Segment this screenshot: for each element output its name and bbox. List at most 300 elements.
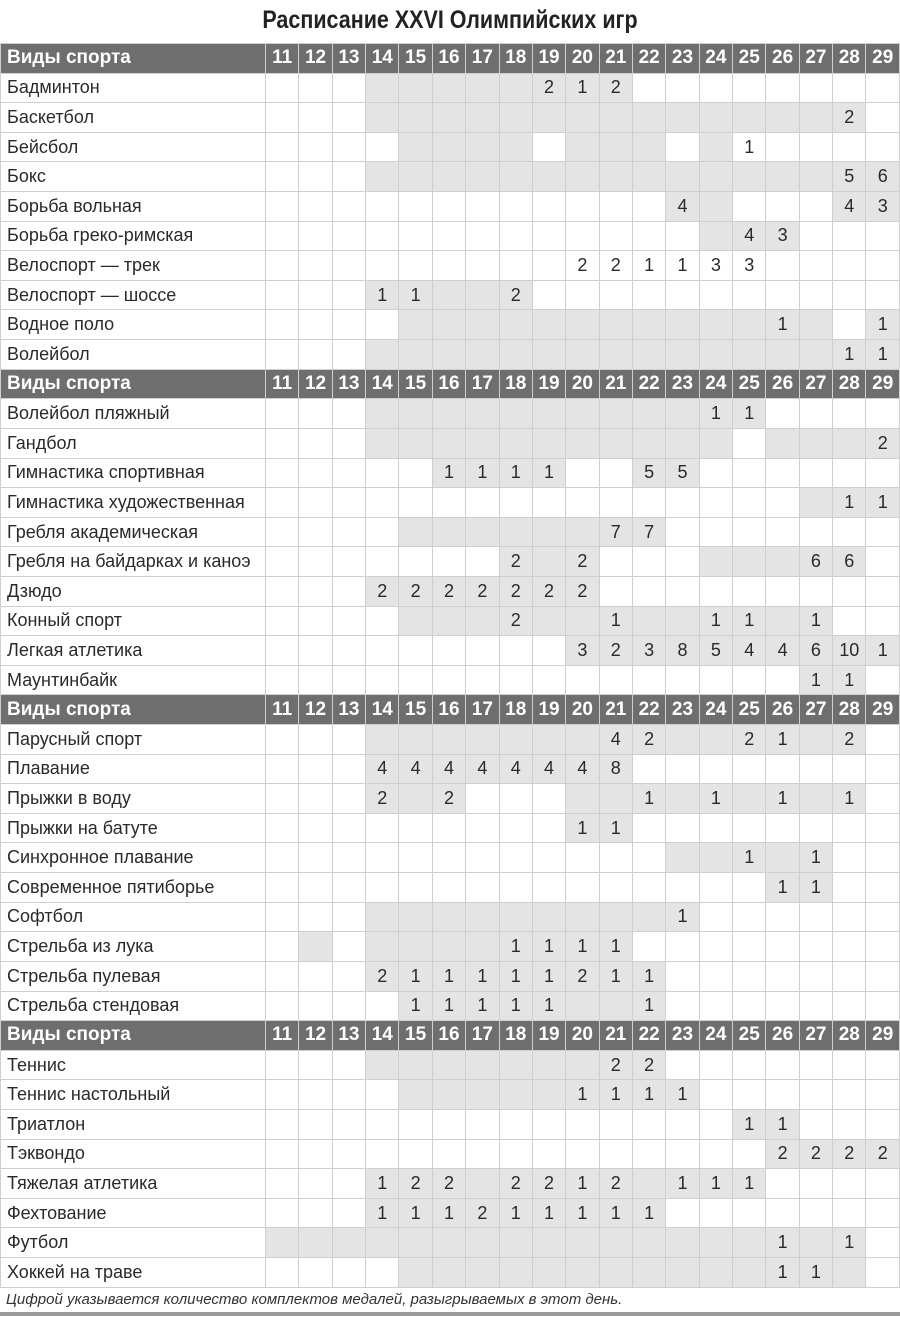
medal-count-cell <box>799 902 832 932</box>
medal-count-cell <box>733 1228 766 1258</box>
medal-count-cell <box>532 606 565 636</box>
medal-count-cell <box>599 428 632 458</box>
medal-count-cell <box>733 961 766 991</box>
medal-count-cell <box>699 1109 732 1139</box>
medal-count-cell <box>466 192 499 222</box>
medal-count-cell <box>599 340 632 370</box>
medal-count-cell <box>332 310 365 340</box>
medal-count-cell <box>366 428 399 458</box>
medal-count-cell <box>466 428 499 458</box>
medal-count-cell <box>432 1109 465 1139</box>
medal-count-cell <box>332 902 365 932</box>
medal-count-cell <box>366 221 399 251</box>
medal-count-cell: 1 <box>733 1109 766 1139</box>
medal-count-cell: 2 <box>532 73 565 103</box>
medal-count-cell: 2 <box>499 280 532 310</box>
medal-count-cell <box>699 310 732 340</box>
day-header: 27 <box>799 695 832 725</box>
medal-count-cell <box>332 1198 365 1228</box>
medal-count-cell <box>699 340 732 370</box>
medal-count-cell <box>699 280 732 310</box>
medal-count-cell <box>499 399 532 429</box>
table-row <box>1 754 900 784</box>
medal-count-cell: 1 <box>733 606 766 636</box>
medal-count-cell <box>566 725 599 755</box>
medal-count-cell: 2 <box>499 547 532 577</box>
medal-count-cell <box>699 192 732 222</box>
medal-count-cell <box>332 991 365 1021</box>
medal-count-cell <box>466 103 499 133</box>
medal-count-cell <box>833 1169 866 1199</box>
medal-count-cell: 2 <box>799 1139 832 1169</box>
medal-count-cell <box>466 221 499 251</box>
medal-count-cell <box>332 340 365 370</box>
medal-count-cell: 2 <box>599 1169 632 1199</box>
sport-name: Триатлон <box>1 1109 266 1139</box>
medal-count-cell <box>432 843 465 873</box>
table-row <box>1 1050 900 1080</box>
medal-count-cell <box>699 103 732 133</box>
medal-count-cell <box>466 340 499 370</box>
day-header: 16 <box>432 695 465 725</box>
medal-count-cell: 2 <box>833 1139 866 1169</box>
medal-count-cell: 2 <box>499 1169 532 1199</box>
day-header: 21 <box>599 44 632 74</box>
medal-count-cell <box>666 725 699 755</box>
medal-count-cell: 2 <box>399 576 432 606</box>
medal-count-cell <box>666 665 699 695</box>
medal-count-cell <box>266 340 299 370</box>
medal-count-cell <box>366 132 399 162</box>
medal-count-cell: 1 <box>866 310 900 340</box>
medal-count-cell <box>299 902 332 932</box>
medal-count-cell <box>299 665 332 695</box>
medal-count-cell <box>399 340 432 370</box>
medal-count-cell <box>332 932 365 962</box>
medal-count-cell <box>432 340 465 370</box>
medal-count-cell <box>332 754 365 784</box>
medal-count-cell: 4 <box>432 754 465 784</box>
medal-count-cell <box>632 340 665 370</box>
medal-count-cell: 1 <box>566 73 599 103</box>
day-header: 29 <box>866 1021 900 1051</box>
medal-count-cell <box>699 1050 732 1080</box>
medal-count-cell: 1 <box>866 636 900 666</box>
header-label: Виды спорта <box>1 1021 266 1051</box>
header-label: Виды спорта <box>1 44 266 74</box>
medal-count-cell: 1 <box>566 932 599 962</box>
medal-count-cell <box>532 280 565 310</box>
medal-count-cell <box>599 103 632 133</box>
medal-count-cell <box>866 665 900 695</box>
day-header: 26 <box>766 695 799 725</box>
medal-count-cell <box>266 517 299 547</box>
day-header: 28 <box>833 695 866 725</box>
medal-count-cell <box>432 517 465 547</box>
medal-count-cell <box>833 754 866 784</box>
medal-count-cell: 1 <box>466 991 499 1021</box>
medal-count-cell <box>866 103 900 133</box>
sport-name: Гребля академическая <box>1 517 266 547</box>
medal-count-cell <box>399 902 432 932</box>
medal-count-cell <box>833 132 866 162</box>
medal-count-cell <box>399 1139 432 1169</box>
medal-count-cell <box>833 873 866 903</box>
medal-count-cell <box>566 665 599 695</box>
day-header: 29 <box>866 369 900 399</box>
medal-count-cell: 1 <box>733 132 766 162</box>
medal-count-cell: 2 <box>532 1169 565 1199</box>
medal-count-cell: 1 <box>399 961 432 991</box>
medal-count-cell <box>799 1169 832 1199</box>
medal-count-cell <box>766 162 799 192</box>
medal-count-cell <box>432 251 465 281</box>
medal-count-cell <box>466 873 499 903</box>
medal-count-cell <box>632 606 665 636</box>
medal-count-cell <box>332 73 365 103</box>
medal-count-cell <box>466 132 499 162</box>
sport-name: Волейбол пляжный <box>1 399 266 429</box>
medal-count-cell <box>632 192 665 222</box>
medal-count-cell <box>733 813 766 843</box>
medal-count-cell <box>532 725 565 755</box>
medal-count-cell <box>632 103 665 133</box>
medal-count-cell <box>366 665 399 695</box>
medal-count-cell <box>833 310 866 340</box>
medal-count-cell: 2 <box>432 784 465 814</box>
table-row <box>1 665 900 695</box>
medal-count-cell <box>499 340 532 370</box>
medal-count-cell: 2 <box>566 547 599 577</box>
day-header: 23 <box>666 1021 699 1051</box>
day-header: 18 <box>499 44 532 74</box>
medal-count-cell <box>499 517 532 547</box>
medal-count-cell <box>566 873 599 903</box>
medal-count-cell: 1 <box>432 458 465 488</box>
medal-count-cell <box>799 1050 832 1080</box>
medal-count-cell <box>666 1228 699 1258</box>
medal-count-cell <box>332 606 365 636</box>
medal-count-cell: 1 <box>699 1169 732 1199</box>
table-row <box>1 310 900 340</box>
medal-count-cell <box>632 1139 665 1169</box>
day-header: 25 <box>733 1021 766 1051</box>
medal-count-cell <box>599 784 632 814</box>
day-header: 28 <box>833 369 866 399</box>
medal-count-cell: 1 <box>666 1080 699 1110</box>
sport-name: Маунтинбайк <box>1 665 266 695</box>
medal-count-cell: 1 <box>599 813 632 843</box>
medal-count-cell <box>466 606 499 636</box>
medal-count-cell <box>699 725 732 755</box>
sport-name: Стрельба из лука <box>1 932 266 962</box>
sport-name: Легкая атлетика <box>1 636 266 666</box>
medal-count-cell <box>366 251 399 281</box>
table-row <box>1 636 900 666</box>
medal-count-cell <box>766 399 799 429</box>
medal-count-cell: 1 <box>833 665 866 695</box>
medal-count-cell <box>366 991 399 1021</box>
medal-count-cell <box>866 843 900 873</box>
medal-count-cell <box>532 813 565 843</box>
medal-count-cell <box>366 725 399 755</box>
medal-count-cell <box>332 961 365 991</box>
medal-count-cell: 1 <box>766 784 799 814</box>
medal-count-cell: 4 <box>733 636 766 666</box>
medal-count-cell <box>366 162 399 192</box>
medal-count-cell <box>466 1050 499 1080</box>
medal-count-cell <box>299 221 332 251</box>
medal-count-cell <box>833 517 866 547</box>
medal-count-cell: 1 <box>566 1169 599 1199</box>
schedule-body <box>1 44 900 1288</box>
medal-count-cell <box>799 961 832 991</box>
medal-count-cell <box>799 221 832 251</box>
sport-name: Гимнастика спортивная <box>1 458 266 488</box>
medal-count-cell: 3 <box>733 251 766 281</box>
sport-name: Теннис настольный <box>1 1080 266 1110</box>
medal-count-cell: 2 <box>399 1169 432 1199</box>
table-row <box>1 192 900 222</box>
medal-count-cell: 1 <box>466 458 499 488</box>
medal-count-cell <box>799 399 832 429</box>
day-header: 22 <box>632 369 665 399</box>
medal-count-cell <box>499 1228 532 1258</box>
medal-count-cell <box>866 576 900 606</box>
medal-count-cell <box>532 103 565 133</box>
medal-count-cell <box>266 132 299 162</box>
medal-count-cell <box>866 754 900 784</box>
sport-name: Дзюдо <box>1 576 266 606</box>
medal-count-cell <box>299 1050 332 1080</box>
medal-count-cell <box>733 902 766 932</box>
medal-count-cell <box>332 843 365 873</box>
medal-count-cell <box>666 132 699 162</box>
medal-count-cell <box>866 725 900 755</box>
sport-name: Бокс <box>1 162 266 192</box>
medal-count-cell <box>299 754 332 784</box>
medal-count-cell <box>366 1228 399 1258</box>
medal-count-cell <box>299 932 332 962</box>
medal-count-cell <box>866 458 900 488</box>
medal-count-cell <box>766 340 799 370</box>
medal-count-cell <box>366 340 399 370</box>
medal-count-cell <box>799 932 832 962</box>
medal-count-cell <box>466 902 499 932</box>
medal-count-cell: 1 <box>466 961 499 991</box>
medal-count-cell <box>399 547 432 577</box>
medal-count-cell <box>432 310 465 340</box>
table-row <box>1 1228 900 1258</box>
medal-count-cell <box>332 162 365 192</box>
medal-count-cell <box>833 1257 866 1287</box>
medal-count-cell <box>366 1109 399 1139</box>
medal-count-cell <box>766 251 799 281</box>
page-title: Расписание XXVI Олимпийских игр <box>262 6 638 34</box>
table-row <box>1 1169 900 1199</box>
table-row <box>1 961 900 991</box>
medal-count-cell <box>666 310 699 340</box>
medal-count-cell <box>432 902 465 932</box>
medal-count-cell <box>399 103 432 133</box>
medal-count-cell <box>399 932 432 962</box>
table-row <box>1 458 900 488</box>
medal-count-cell <box>266 606 299 636</box>
medal-count-cell <box>432 813 465 843</box>
medal-count-cell <box>466 1080 499 1110</box>
medal-count-cell <box>332 428 365 458</box>
sport-name: Парусный спорт <box>1 725 266 755</box>
medal-count-cell <box>632 843 665 873</box>
medal-count-cell: 1 <box>833 1228 866 1258</box>
sport-name: Прыжки в воду <box>1 784 266 814</box>
medal-count-cell <box>632 576 665 606</box>
medal-count-cell <box>299 1109 332 1139</box>
medal-count-cell <box>399 73 432 103</box>
sport-name: Борьба греко-римская <box>1 221 266 251</box>
medal-count-cell <box>599 488 632 518</box>
medal-count-cell: 1 <box>833 340 866 370</box>
medal-count-cell <box>799 340 832 370</box>
medal-count-cell <box>299 784 332 814</box>
medal-count-cell: 4 <box>399 754 432 784</box>
medal-count-cell: 1 <box>599 1080 632 1110</box>
medal-count-cell <box>833 1198 866 1228</box>
medal-count-cell <box>766 428 799 458</box>
medal-count-cell <box>566 192 599 222</box>
medal-count-cell <box>666 340 699 370</box>
medal-count-cell <box>332 1257 365 1287</box>
medal-count-cell <box>332 103 365 133</box>
medal-count-cell <box>432 1050 465 1080</box>
medal-count-cell <box>266 1109 299 1139</box>
medal-count-cell <box>799 458 832 488</box>
medal-count-cell <box>299 961 332 991</box>
medal-count-cell: 7 <box>632 517 665 547</box>
medal-count-cell <box>532 636 565 666</box>
sport-name: Гандбол <box>1 428 266 458</box>
medal-count-cell <box>499 784 532 814</box>
medal-count-cell <box>666 1050 699 1080</box>
medal-count-cell: 1 <box>799 873 832 903</box>
medal-count-cell <box>299 517 332 547</box>
medal-count-cell <box>332 488 365 518</box>
medal-count-cell: 3 <box>766 221 799 251</box>
medal-count-cell <box>599 1109 632 1139</box>
medal-count-cell <box>532 310 565 340</box>
day-header: 20 <box>566 369 599 399</box>
medal-count-cell <box>466 1169 499 1199</box>
medal-count-cell <box>399 725 432 755</box>
medal-count-cell <box>833 221 866 251</box>
medal-count-cell <box>766 517 799 547</box>
table-row <box>1 843 900 873</box>
medal-count-cell <box>632 1257 665 1287</box>
medal-count-cell <box>299 340 332 370</box>
medal-count-cell <box>699 843 732 873</box>
medal-count-cell <box>332 458 365 488</box>
medal-count-cell: 4 <box>733 221 766 251</box>
section-header-row <box>1 369 900 399</box>
medal-count-cell <box>532 902 565 932</box>
medal-count-cell: 1 <box>499 458 532 488</box>
medal-count-cell <box>299 280 332 310</box>
medal-count-cell <box>399 458 432 488</box>
medal-count-cell <box>599 576 632 606</box>
medal-count-cell <box>332 1228 365 1258</box>
medal-count-cell <box>299 873 332 903</box>
day-header: 29 <box>866 44 900 74</box>
medal-count-cell <box>766 192 799 222</box>
medal-count-cell <box>566 1257 599 1287</box>
medal-count-cell <box>366 1050 399 1080</box>
sport-name: Борьба вольная <box>1 192 266 222</box>
medal-count-cell <box>799 725 832 755</box>
medal-count-cell <box>599 310 632 340</box>
medal-count-cell <box>532 1228 565 1258</box>
table-row <box>1 1080 900 1110</box>
day-header: 17 <box>466 1021 499 1051</box>
medal-count-cell <box>766 132 799 162</box>
medal-count-cell <box>466 162 499 192</box>
medal-count-cell <box>266 280 299 310</box>
medal-count-cell <box>799 784 832 814</box>
medal-count-cell <box>399 843 432 873</box>
medal-count-cell: 2 <box>566 576 599 606</box>
medal-count-cell <box>599 162 632 192</box>
medal-count-cell <box>866 1198 900 1228</box>
sport-name: Хоккей на траве <box>1 1257 266 1287</box>
medal-count-cell: 2 <box>366 576 399 606</box>
table-row <box>1 73 900 103</box>
medal-count-cell <box>332 725 365 755</box>
table-row <box>1 340 900 370</box>
sport-name: Синхронное плавание <box>1 843 266 873</box>
medal-count-cell <box>866 1080 900 1110</box>
medal-count-cell: 2 <box>499 576 532 606</box>
medal-count-cell <box>266 1257 299 1287</box>
medal-count-cell <box>766 665 799 695</box>
medal-count-cell: 1 <box>632 1198 665 1228</box>
medal-count-cell: 1 <box>399 280 432 310</box>
medal-count-cell: 1 <box>432 1198 465 1228</box>
medal-count-cell <box>799 1080 832 1110</box>
table-row <box>1 399 900 429</box>
medal-count-cell <box>266 162 299 192</box>
medal-count-cell <box>299 399 332 429</box>
sport-name: Водное поло <box>1 310 266 340</box>
medal-count-cell <box>299 1198 332 1228</box>
medal-count-cell <box>299 991 332 1021</box>
medal-count-cell <box>699 665 732 695</box>
medal-count-cell: 1 <box>833 784 866 814</box>
table-row <box>1 547 900 577</box>
medal-count-cell <box>833 1109 866 1139</box>
medal-count-cell <box>666 1198 699 1228</box>
medal-count-cell <box>399 636 432 666</box>
medal-count-cell <box>866 73 900 103</box>
table-row <box>1 251 900 281</box>
medal-count-cell <box>366 517 399 547</box>
medal-count-cell <box>466 399 499 429</box>
medal-count-cell <box>432 488 465 518</box>
medal-count-cell <box>366 192 399 222</box>
medal-count-cell <box>266 547 299 577</box>
medal-count-cell: 1 <box>833 488 866 518</box>
medal-count-cell <box>466 1257 499 1287</box>
medal-count-cell <box>366 902 399 932</box>
medal-count-cell <box>532 873 565 903</box>
